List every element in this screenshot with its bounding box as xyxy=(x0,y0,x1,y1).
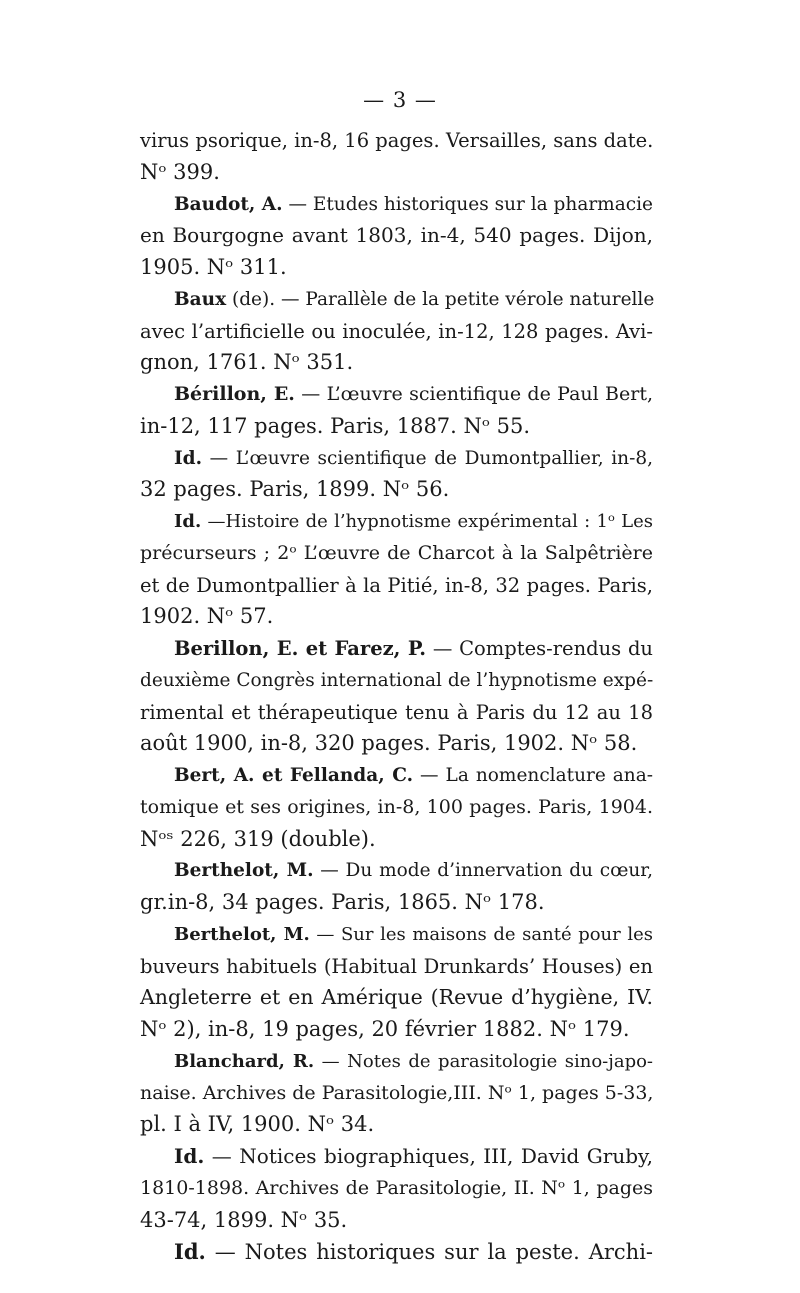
entry-author: Id. xyxy=(174,447,203,469)
line-text: 32 pages. Paris, 1899. Nᵒ 56. xyxy=(140,477,450,502)
entry-author: Id. xyxy=(174,1239,206,1265)
line-text: — Notices biographiques, III, David Gruby, xyxy=(204,1144,653,1168)
line-text: — Du mode d’innervation du cœur, xyxy=(313,860,654,882)
line-text: pl. I à IV, 1900. Nᵒ 34. xyxy=(140,1112,375,1137)
text-line xyxy=(140,665,653,697)
line-text: (de). — Parallèle de la petite vérole naturelle xyxy=(226,288,655,310)
text-line xyxy=(140,125,653,157)
line-text: gr.in-8, 34 pages. Paris, 1865. Nᵒ 178. xyxy=(140,890,545,914)
line-text: et de Dumontpallier à la Pitié, in-8, 32 pages. Paris, xyxy=(140,573,653,597)
text-line xyxy=(140,982,653,1014)
line-text: rimental et thérapeutique tenu à Paris du 12 au 18 xyxy=(140,700,653,724)
text-line xyxy=(140,411,653,443)
line-text: — La nomenclature ana- xyxy=(413,765,653,786)
entry-start-line xyxy=(140,284,653,316)
entry-author: Bert, A. et Fellanda, C. xyxy=(174,765,414,786)
line-text: — Notes historiques sur la peste. Archi- xyxy=(205,1240,653,1265)
entry-start-line xyxy=(140,506,653,538)
entry-author: Bérillon, E. xyxy=(174,383,295,405)
line-text: in-12, 117 pages. Paris, 1887. Nᵒ 55. xyxy=(140,413,531,438)
text-line xyxy=(140,792,653,824)
line-text: naise. Archives de Parasitologie,III. Nᵒ 1, pages 5-33, xyxy=(140,1081,654,1104)
entry-start-line xyxy=(140,633,653,665)
entry-start-line xyxy=(140,760,653,792)
entry-start-line xyxy=(140,855,653,887)
line-text: août 1900, in-8, 320 pages. Paris, 1902. Nᵒ 58. xyxy=(140,731,638,756)
line-text: 43-74, 1899. Nᵒ 35. xyxy=(140,1207,348,1232)
text-line xyxy=(140,252,653,284)
text-line xyxy=(140,1109,653,1141)
line-text: 1905. Nᵒ 311. xyxy=(140,255,287,279)
text-line xyxy=(140,474,653,506)
entry-start-line xyxy=(140,919,653,951)
line-text: Nᵒ 2), in-8, 19 pages, 20 février 1882. Nᵒ 179. xyxy=(140,1017,630,1041)
entry-author: Id. xyxy=(174,511,202,532)
text-line xyxy=(140,951,653,983)
line-text: gnon, 1761. Nᵒ 351. xyxy=(140,350,354,375)
line-text: — L’œuvre scientifique de Paul Bert, xyxy=(294,383,654,405)
line-text: deuxième Congrès international de l’hypnotisme expé- xyxy=(140,669,654,691)
line-text: Nᵒˢ 226, 319 (double). xyxy=(140,826,376,851)
entry-start-line xyxy=(140,189,653,221)
text-line xyxy=(140,316,653,348)
line-text: 1810-1898. Archives de Parasitologie, II. Nᵒ 1, pages xyxy=(140,1176,653,1199)
line-text: — Notes de parasitologie sino-japo- xyxy=(314,1050,654,1072)
entry-start-line xyxy=(140,1046,653,1078)
bibliography-text xyxy=(140,125,653,1268)
line-text: — L’œuvre scientifique de Dumontpallier, in-8, xyxy=(202,447,653,469)
page-number: — 3 — xyxy=(363,88,437,112)
line-text: virus psorique, in-8, 16 pages. Versailles, sans date. xyxy=(140,129,654,152)
text-line xyxy=(140,728,653,760)
entry-author: Berthelot, M. xyxy=(174,860,314,882)
text-line xyxy=(140,347,653,379)
entry-author: Blanchard, R. xyxy=(174,1050,315,1072)
text-line xyxy=(140,1078,653,1110)
line-text: en Bourgogne avant 1803, in-4, 540 pages. Dijon, xyxy=(140,223,653,248)
text-line xyxy=(140,220,653,252)
entry-author: Id. xyxy=(174,1144,205,1168)
line-text: Angleterre et en Amérique (Revue d’hygiène, IV. xyxy=(140,985,653,1010)
text-line xyxy=(140,1173,653,1205)
entry-start-line xyxy=(140,379,653,411)
entry-author: Berillon, E. et Farez, P. xyxy=(174,637,427,660)
line-text: avec l’artificielle ou inoculée, in-12, 128 pages. Avi- xyxy=(140,319,653,343)
text-line xyxy=(140,157,653,189)
entry-author: Berthelot, M. xyxy=(174,923,310,945)
line-text: —Histoire de l’hypnotisme expérimental : 1ᵒ Les xyxy=(201,511,653,532)
line-text: — Sur les maisons de santé pour les xyxy=(309,923,653,945)
entry-author: Baux xyxy=(174,288,227,310)
text-line xyxy=(140,570,653,602)
text-line xyxy=(140,538,653,570)
line-text: 1902. Nᵒ 57. xyxy=(140,604,274,629)
entry-start-line xyxy=(140,443,653,475)
text-line xyxy=(140,601,653,633)
line-text: buveurs habituels (Habitual Drunkards’ Houses) en xyxy=(140,954,653,978)
text-line xyxy=(140,824,653,856)
line-text: — Etudes historiques sur la pharmacie xyxy=(282,193,653,215)
line-text: — Comptes-rendus du xyxy=(426,637,653,660)
text-line xyxy=(140,1014,653,1046)
text-line xyxy=(140,697,653,729)
entry-start-line xyxy=(140,1236,653,1268)
line-text: tomique et ses origines, in-8, 100 pages. Paris, 1904. xyxy=(140,795,653,818)
line-text: précurseurs ; 2ᵒ L’œuvre de Charcot à la Salpêtrière xyxy=(140,541,653,564)
line-text: Nᵒ 399. xyxy=(140,159,220,184)
entry-author: Baudot, A. xyxy=(174,193,283,215)
text-line xyxy=(140,1205,653,1237)
text-line xyxy=(140,887,653,919)
entry-start-line xyxy=(140,1141,653,1173)
